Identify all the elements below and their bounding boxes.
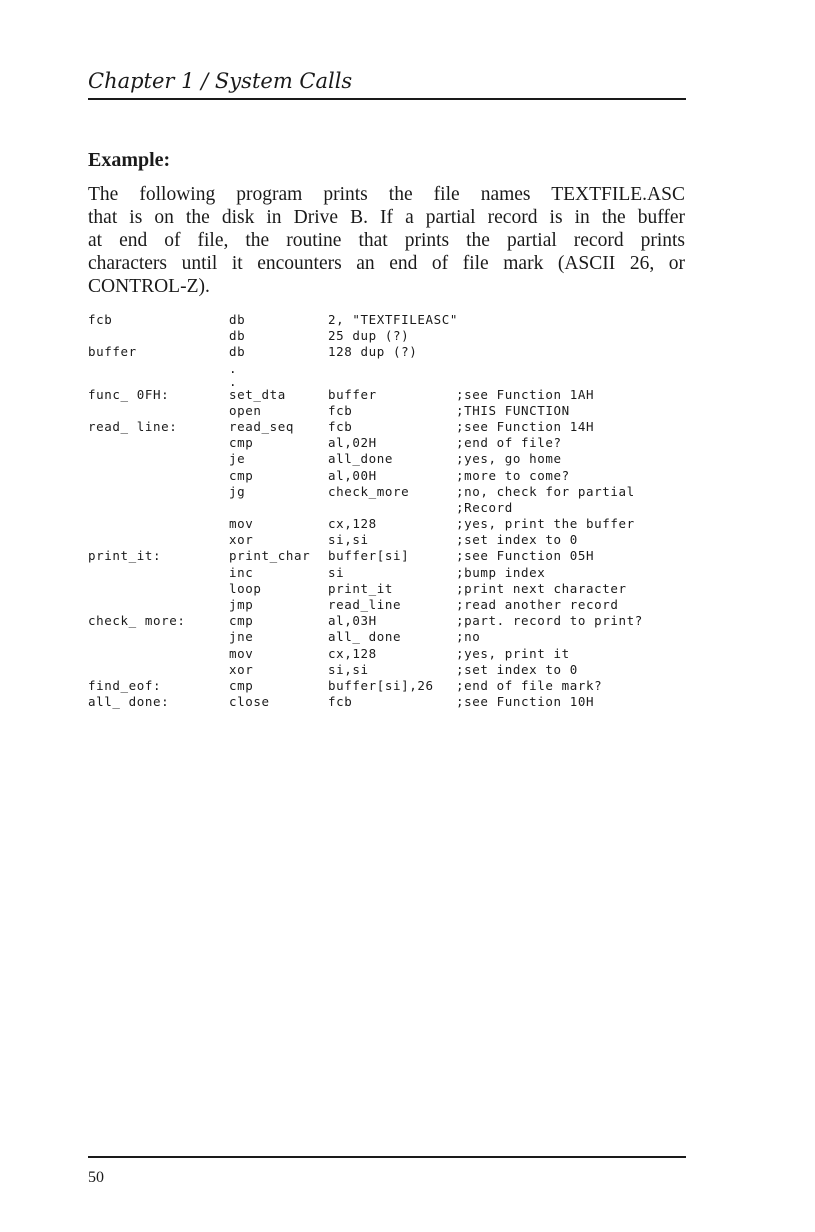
code-line xyxy=(88,451,708,467)
code-mnemonic: cmp xyxy=(229,613,254,629)
chapter-header: Chapter 1 / System Calls xyxy=(88,69,353,93)
code-comment: ;part. record to print? xyxy=(456,613,643,629)
code-mnemonic: loop xyxy=(229,580,262,596)
intro-line: at end of file, the routine that prints the partial record prints xyxy=(88,230,685,251)
section-heading: Example: xyxy=(88,149,171,171)
code-operand: 128 dup (?) xyxy=(328,344,418,360)
code-operand: si,si xyxy=(328,532,369,548)
code-mnemonic: read_seq xyxy=(229,418,295,434)
code-operand: al,00H xyxy=(328,467,377,483)
code-mnemonic: jne xyxy=(229,629,254,645)
code-line xyxy=(88,694,708,710)
intro-paragraph xyxy=(88,183,685,298)
code-label: check_ more: xyxy=(88,613,186,629)
code-operand: check_more xyxy=(328,483,410,499)
code-mnemonic: db xyxy=(229,344,246,360)
code-operand: cx,128 xyxy=(328,645,377,661)
code-mnemonic: xor xyxy=(229,661,254,677)
code-label: print_it: xyxy=(88,548,162,564)
code-operand: 2, "TEXTFILEASC" xyxy=(328,312,459,327)
code-comment: ;yes, print it xyxy=(456,645,570,661)
code-line xyxy=(88,500,708,516)
code-line xyxy=(88,344,708,360)
program-code-block xyxy=(88,387,708,711)
code-line xyxy=(88,387,708,403)
code-mnemonic: close xyxy=(229,694,270,710)
code-operand: si,si xyxy=(328,661,369,677)
intro-line: The following program prints the file names TEXTFILE.ASC xyxy=(88,184,685,205)
code-operand: all_done xyxy=(328,451,394,467)
code-comment: ;see Function 05H xyxy=(456,548,595,564)
code-mnemonic: cmp xyxy=(229,435,254,451)
code-mnemonic: cmp xyxy=(229,677,254,693)
code-line xyxy=(88,403,708,419)
code-comment: ;end of file mark? xyxy=(456,677,603,693)
code-comment: ;yes, print the buffer xyxy=(456,516,635,532)
footer-divider xyxy=(88,1156,686,1158)
code-comment: ;set index to 0 xyxy=(456,661,578,677)
code-operand: buffer[si],26 xyxy=(328,677,434,693)
code-comment: ;THIS FUNCTION xyxy=(456,402,570,418)
ellipsis-dot: . xyxy=(229,373,238,389)
code-comment: ;more to come? xyxy=(456,467,570,483)
code-mnemonic: db xyxy=(229,312,246,327)
code-comment: ;yes, go home xyxy=(456,451,562,467)
code-line xyxy=(88,629,708,645)
code-mnemonic: mov xyxy=(229,516,254,532)
code-line xyxy=(88,565,708,581)
intro-line: CONTROL-Z). xyxy=(88,276,210,297)
code-operand: fcb xyxy=(328,402,353,418)
code-operand: buffer xyxy=(328,386,377,402)
code-comment: ;no xyxy=(456,629,481,645)
code-mnemonic: cmp xyxy=(229,467,254,483)
code-operand: 25 dup (?) xyxy=(328,328,410,344)
code-line xyxy=(88,581,708,597)
code-operand: print_it xyxy=(328,580,394,596)
code-mnemonic: je xyxy=(229,451,246,467)
code-mnemonic: inc xyxy=(229,564,254,580)
code-operand: fcb xyxy=(328,418,353,434)
code-comment: ;see Function 1AH xyxy=(456,386,595,402)
code-line xyxy=(88,613,708,629)
code-line xyxy=(88,328,708,344)
ellipsis-dot: . xyxy=(229,360,238,376)
code-operand: al,03H xyxy=(328,613,377,629)
code-line xyxy=(88,662,708,678)
code-operand: read_line xyxy=(328,597,402,612)
code-operand: al,02H xyxy=(328,435,377,451)
code-label: buffer xyxy=(88,344,137,360)
intro-line: characters until it encounters an end of file mark (ASCII 26, or xyxy=(88,253,685,274)
code-line xyxy=(88,646,708,662)
code-line xyxy=(88,312,708,328)
code-listing xyxy=(88,312,708,710)
code-mnemonic: db xyxy=(229,328,246,344)
code-label: fcb xyxy=(88,312,113,327)
code-mnemonic: jg xyxy=(229,483,246,499)
code-comment: ;print next character xyxy=(456,580,627,596)
code-operand: si xyxy=(328,564,345,580)
code-mnemonic: xor xyxy=(229,532,254,548)
code-mnemonic: set_dta xyxy=(229,386,286,402)
code-operand: buffer[si] xyxy=(328,548,410,564)
code-mnemonic: print_char xyxy=(229,548,311,564)
code-comment: ;read another record xyxy=(456,597,619,612)
code-line xyxy=(88,468,708,484)
code-comment: ;see Function 14H xyxy=(456,418,595,434)
code-comment: ;bump index xyxy=(456,564,546,580)
code-label: read_ line: xyxy=(88,418,178,434)
code-label: find_eof: xyxy=(88,677,162,693)
code-comment: ;end of file? xyxy=(456,435,562,451)
code-line xyxy=(88,548,708,564)
code-mnemonic: mov xyxy=(229,645,254,661)
code-comment: ;no, check for partial xyxy=(456,483,635,499)
code-line xyxy=(88,678,708,694)
code-line xyxy=(88,597,708,613)
code-comment: ;see Function 10H xyxy=(456,694,595,710)
code-label: func_ 0FH: xyxy=(88,386,170,402)
code-line xyxy=(88,516,708,532)
code-operand: all_ done xyxy=(328,629,402,645)
code-line xyxy=(88,532,708,548)
page-number: 50 xyxy=(88,1169,104,1186)
code-comment: ;set index to 0 xyxy=(456,532,578,548)
code-line xyxy=(88,435,708,451)
ellipsis-line xyxy=(88,361,708,374)
code-label: all_ done: xyxy=(88,694,170,710)
code-line xyxy=(88,484,708,500)
code-operand: fcb xyxy=(328,694,353,710)
code-mnemonic: jmp xyxy=(229,597,254,612)
code-comment: ;Record xyxy=(456,499,513,515)
intro-line: that is on the disk in Drive B. If a partial record is in the buffer xyxy=(88,207,685,228)
header-divider xyxy=(88,98,686,100)
code-line xyxy=(88,419,708,435)
ellipsis-line xyxy=(88,374,708,387)
code-mnemonic: open xyxy=(229,402,262,418)
code-operand: cx,128 xyxy=(328,516,377,532)
